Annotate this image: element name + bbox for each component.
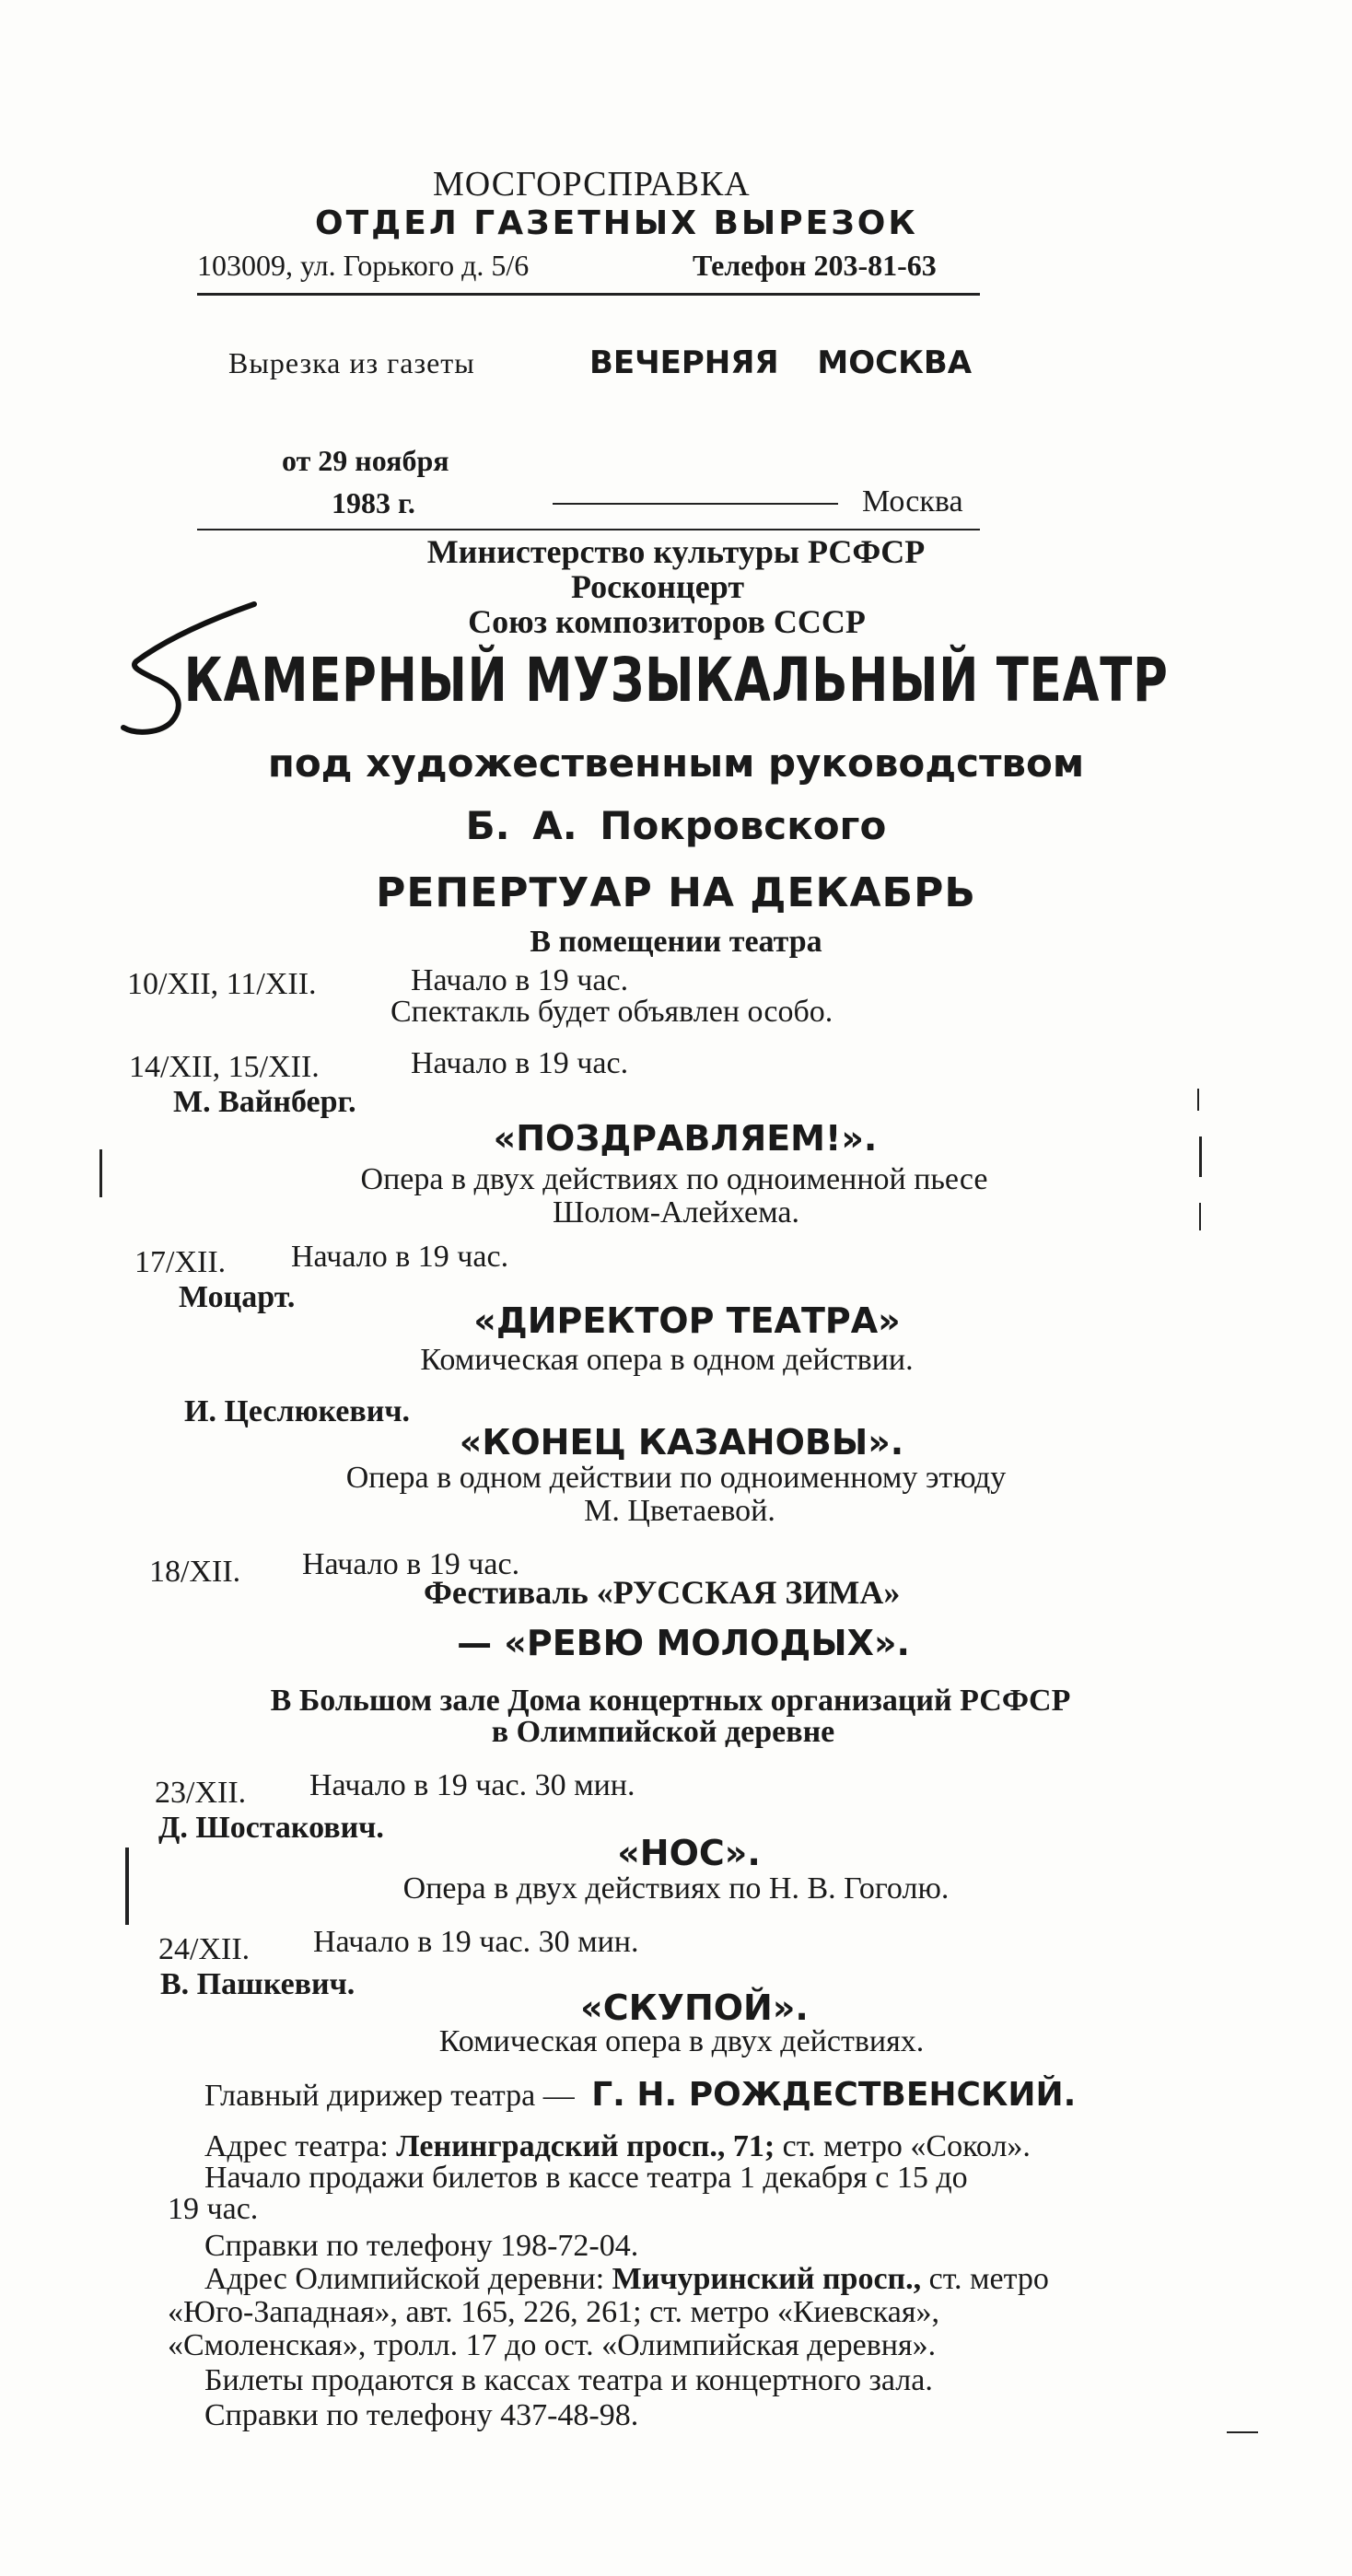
theatre-address-metro: ст. метро «Сокол». xyxy=(782,2129,1031,2163)
event4-composer: И. Цеслюкевич. xyxy=(184,1394,411,1428)
event1-note: Спектакль будет объявлен особо. xyxy=(390,995,833,1029)
repertoire-title: РЕПЕРТУАР НА ДЕКАБРЬ xyxy=(376,869,976,916)
event5-festival: Фестиваль «РУССКАЯ ЗИМА» xyxy=(424,1574,901,1611)
event2-desc1: Опера в двух действиях по одноименной пьесе xyxy=(360,1162,988,1196)
newspaper-name: ВЕЧЕРНЯЯ МОСКВА xyxy=(589,344,973,381)
event2-title: «ПОЗДРАВЛЯЕМ!». xyxy=(493,1118,878,1159)
department-name: ОТДЕЛ ГАЗЕТНЫХ ВЫРЕЗОК xyxy=(315,204,918,242)
theatre-name: КАМЕРНЫЙ МУЗЫКАЛЬНЫЙ ТЕАТР xyxy=(183,645,1169,716)
event6-composer: Д. Шостакович. xyxy=(158,1811,384,1845)
bottom-mark xyxy=(1227,2431,1258,2433)
event7-dates: 24/XII. xyxy=(158,1932,251,1966)
ticket-sale-line2: 19 час. xyxy=(168,2192,259,2226)
event6-title: «НОС». xyxy=(617,1833,761,1873)
olympic-address-value: Мичуринский просп., xyxy=(612,2262,922,2296)
event1-dates: 10/XII, 11/XII. xyxy=(127,967,317,1001)
bureau-name: МОСГОРСПРАВКА xyxy=(433,165,751,204)
clipping-city: Москва xyxy=(862,484,963,519)
bureau-phone: Телефон 203-81-63 xyxy=(693,249,937,282)
clipping-top-rule xyxy=(197,529,980,530)
tickets-sold-note: Билеты продаются в кассах театра и концертного зала. xyxy=(204,2363,933,2397)
clipping-date-day: от 29 ноября xyxy=(282,444,449,477)
ticket-sale-line1: Начало продажи билетов в кассе театра 1 декабря с 15 до xyxy=(204,2161,968,2195)
event6-desc1: Опера в двух действиях по Н. В. Гоголю. xyxy=(402,1871,950,1906)
event7-time: Начало в 19 час. 30 мин. xyxy=(313,1925,639,1959)
margin-mark-left-1 xyxy=(99,1149,102,1197)
event2-dates: 14/XII, 15/XII. xyxy=(129,1050,320,1084)
date-rule xyxy=(553,503,838,505)
margin-mark-right-3 xyxy=(1199,1203,1201,1230)
header-rule xyxy=(197,293,980,296)
event2-time: Начало в 19 час. xyxy=(411,1046,629,1080)
event5-time: Начало в 19 час. xyxy=(302,1547,520,1581)
event7-composer: В. Пашкевич. xyxy=(160,1967,355,2001)
clipping-date-year: 1983 г. xyxy=(332,486,415,519)
conductor-label: Главный дирижер театра — xyxy=(204,2079,575,2113)
event7-title: «СКУПОЙ». xyxy=(580,1987,809,2028)
olympic-transport-line2: «Смоленская», тролл. 17 до ост. «Олимпийская деревня». xyxy=(168,2328,937,2362)
olympic-transport-line1: «Юго-Западная», авт. 165, 226, 261; ст. метро «Киевская», xyxy=(168,2295,940,2329)
event5-venue2: в Олимпийской деревне xyxy=(491,1715,835,1749)
event3-composer: Моцарт. xyxy=(179,1280,296,1314)
organizer-composers-union: Союз композиторов СССР xyxy=(468,603,866,640)
conductor-name: Г. Н. РОЖДЕСТВЕНСКИЙ. xyxy=(591,2076,1077,2114)
theatre-address-label: Адрес театра: xyxy=(204,2129,389,2163)
event2-composer: М. Вайнберг. xyxy=(173,1085,356,1119)
olympic-address-label: Адрес Олимпийской деревни: xyxy=(204,2262,605,2296)
event7-desc1: Комическая опера в двух действиях. xyxy=(438,2024,925,2058)
margin-mark-right-2 xyxy=(1199,1136,1202,1177)
info-phone-1: Справки по телефону 198-72-04. xyxy=(204,2229,639,2263)
event2-desc2: Шолом-Алейхема. xyxy=(553,1195,799,1230)
event5-venue1: В Большом зале Дома концертных организаций РСФСР xyxy=(270,1684,1071,1718)
event4-desc1: Опера в одном действии по одноименному этюду xyxy=(345,1461,1007,1495)
event3-dates: 17/XII. xyxy=(134,1245,227,1279)
event5-dates: 18/XII. xyxy=(149,1555,241,1589)
margin-mark-left-2 xyxy=(125,1847,129,1925)
event6-time: Начало в 19 час. 30 мин. xyxy=(309,1768,635,1802)
source-label: Вырезка из газеты xyxy=(228,346,475,379)
conductor-row xyxy=(204,2076,1076,2114)
olympic-address-metro: ст. метро xyxy=(928,2262,1049,2296)
theatre-address-row xyxy=(204,2129,1031,2164)
event4-desc2: М. Цветаевой. xyxy=(584,1494,775,1528)
info-phone-2: Справки по телефону 437-48-98. xyxy=(204,2398,639,2432)
event3-time: Начало в 19 час. xyxy=(291,1240,509,1274)
margin-mark-right-1 xyxy=(1197,1089,1199,1111)
art-direction: под художественным руководством xyxy=(267,740,1085,786)
organizer-rosconcert: Росконцерт xyxy=(570,568,745,605)
event5-title: — «РЕВЮ МОЛОДЫХ». xyxy=(457,1623,910,1663)
event3-title: «ДИРЕКТОР ТЕАТРА» xyxy=(473,1300,901,1341)
theatre-name-row xyxy=(0,645,1352,716)
event6-dates: 23/XII. xyxy=(155,1776,247,1810)
olympic-address-row xyxy=(204,2262,1049,2297)
event3-desc1: Комическая опера в одном действии. xyxy=(420,1343,914,1377)
director-name: Б. А. Покровского xyxy=(465,803,887,848)
bureau-address: 103009, ул. Горького д. 5/6 xyxy=(197,249,530,282)
venue-theatre: В помещении театра xyxy=(530,925,822,959)
event1-time: Начало в 19 час. xyxy=(411,963,629,997)
organizer-ministry: Министерство культуры РСФСР xyxy=(426,533,926,570)
event4-title: «КОНЕЦ КАЗАНОВЫ». xyxy=(459,1422,904,1463)
theatre-address-value: Ленинградский просп., 71; xyxy=(396,2129,775,2163)
